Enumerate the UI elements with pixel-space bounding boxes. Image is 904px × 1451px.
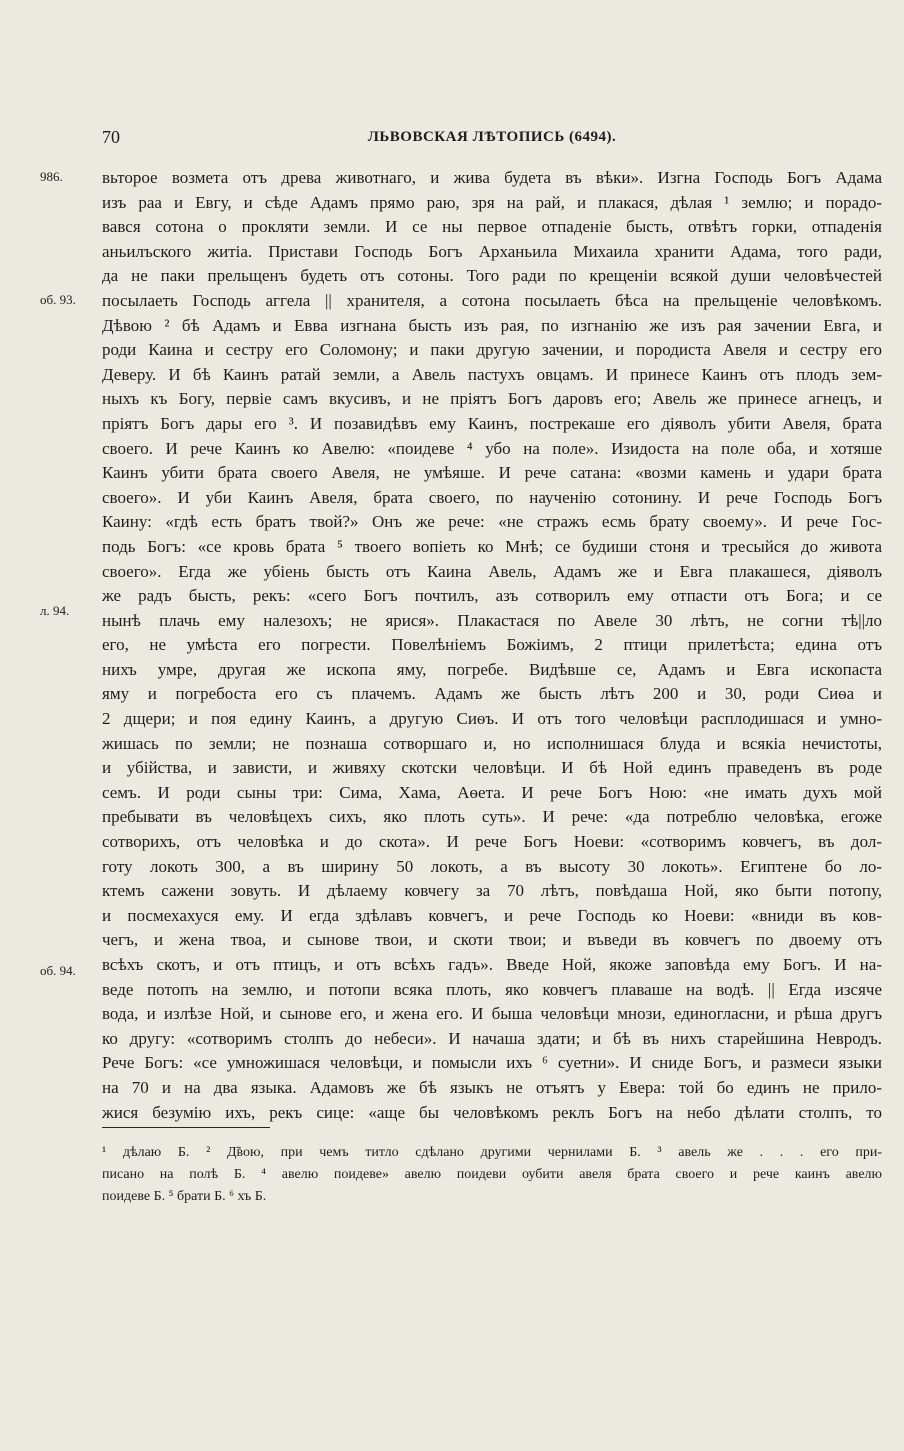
text-line: да не паки прельщенъ будеть отъ сотоны. Того ради по крещеніи всякой души человѣчестей <box>102 266 882 286</box>
text-line: яму и погребоста его съ плачемъ. Адамъ же бысть лѣтъ 200 и 30, роди Сиѳа и <box>102 684 882 704</box>
text-line: пребывати въ человѣцехъ сихъ, яко плоть суть». И рече: «да потреблю человѣка, егоже <box>102 807 882 827</box>
text-line: готу локоть 300, а въ ширину 50 локоть, а въ высоту 30 локоть». Египтене бо ло- <box>102 856 882 876</box>
footnote-line: поидеве Б. ⁵ брати Б. ⁶ хъ Б. <box>102 1189 267 1204</box>
margin-note-folio: об. 94. <box>40 963 76 978</box>
text-line: вьторое возмета отъ древа животнаго, и жива будета въ вѣки». Изгна Господь Богъ Адама <box>102 168 882 187</box>
text-line: Рече Богъ: «се умножишася человѣци, и помысли ихъ ⁶ суетни». И сниде Богъ, и размеси языки <box>102 1053 882 1073</box>
text-line: подь Богъ: «се кровь брата ⁵ твоего вопіеть ко Мнѣ; се будиши стоня и тресыйся до живота <box>102 536 882 556</box>
text-line: всѣхъ скотъ, и отъ птицъ, и отъ всѣхъ гадъ». Введе Ной, якоже заповѣда ему Богъ. И на- <box>102 955 882 974</box>
text-line: ко другу: «сотворимъ столпъ до небеси». И начаша здати; и бѣ въ нихъ старейшина Невродъ. <box>102 1028 882 1048</box>
margin-note-folio: об. 93. <box>40 292 76 307</box>
text-line: Дѣвою ² бѣ Адамъ и Евва изгнана бысть изъ рая, по изгнанію же изъ рая зачении Евга, и <box>102 315 882 335</box>
text-line: чегъ, и жена твоа, и сынове твои, и скоти твои; и въведи въ ковчегъ по двоему отъ <box>102 930 882 950</box>
text-line: роди Каина и сестру его Соломону; и паки другую зачении, и породиста Авеля и сестру его <box>102 340 882 360</box>
text-line: посылаеть Господь аггела || хранителя, а сотона посылаеть бѣса на прельщеніе человѣкомъ. <box>102 290 882 310</box>
footnote-line: писано на полѣ Б. ⁴ авелю поидеве» авелю поидеви оубити авеля брата своего и рече каинъ авелю <box>102 1167 882 1182</box>
text-line: нынѣ плачь ему налезохъ; не ярися». Плакастася по Авеле 30 лѣтъ, не согни тѣ||ло <box>102 610 882 630</box>
text-line: вода, и излѣзе Ной, и сынове его, и жена его. И быша человѣци мнози, единогласни, и рѣша другъ <box>102 1004 882 1024</box>
footnote-divider <box>102 1127 270 1128</box>
footnotes <box>102 1142 882 1208</box>
text-line: ныхъ къ Богу, первіе самъ вкусивъ, и не пріятъ Богъ даровъ его; Авель же принесе агнецъ, и <box>102 389 882 409</box>
text-line: жишась по земли; не познаша сотворшаго и, но исполнишася блуда и всякіа нечистоты, <box>102 733 882 753</box>
text-line: 2 дщери; и поя едину Каинъ, а другую Сиѳъ. И отъ того человѣци расплодишася и умно- <box>102 709 882 729</box>
text-line: семъ. И роди сыны три: Сима, Хама, Аѳета. И рече Богъ Ною: «не имать духъ мой <box>102 782 882 802</box>
text-line: сотворихъ, отъ человѣка и до скота». И рече Богъ Ноеви: «сотворимъ ковчегъ, въ дол- <box>102 832 882 852</box>
text-line: нихъ умре, другая же ископа яму, погребе. Видѣвше се, Адамъ и Евга ископаста <box>102 659 882 679</box>
text-line: своего. И рече Каинъ ко Авелю: «поидеве ⁴ убо на поле». Изидоста на поле оба, и хотяше <box>102 438 882 458</box>
text-line: его, не умѣста его погрести. Повелѣніемъ Божіимъ, 2 птици прилетѣста; едина отъ <box>102 635 882 655</box>
chronicle-text <box>102 166 882 1125</box>
text-line: своего». Егда же убіень бысть отъ Каина Авель, Адамъ же и Евга плакашеся, діяволъ <box>102 561 882 581</box>
text-line: веде потопъ на землю, и потопи всяка плоть, яко ковчегъ плаваше на водѣ. || Егда изсяче <box>102 979 882 999</box>
text-line: ктемъ сажени зовуть. И дѣлаему ковчегу за 70 лѣтъ, повѣдаша Ной, яко быти потопу, <box>102 881 882 901</box>
text-line: Каину: «гдѣ есть братъ твой?» Онъ же рече: «не стражъ есмь брату своему». И рече Гос- <box>102 512 882 532</box>
text-line: вався сотона о прокляти земли. И се ны первое отпаденіе бысть, отвѣтъ горки, отпаденія <box>102 217 882 237</box>
running-title: ЛЬВОВСКАЯ ЛѢТОПИСЬ (6494). <box>367 129 617 145</box>
margin-note-year: 986. <box>40 169 63 184</box>
text-line: пріятъ Богъ дары его ³. И позавидѣвъ ему Каинъ, пострекаше его діяволъ убити Авеля, брата <box>102 413 882 433</box>
margin-note-folio: л. 94. <box>40 603 70 618</box>
page-number: 70 <box>102 127 120 147</box>
text-line: и посмехахуся ему. И егда здѣлавъ ковчегъ, и рече Господь ко Ноеви: «вниди въ ков- <box>102 905 882 925</box>
page-header <box>102 127 882 151</box>
text-line: на 70 и на два языка. Адамовъ же бѣ языкъ не отъятъ у Евера: той бо единъ не прило- <box>102 1077 882 1097</box>
text-line: своего». И уби Каинъ Авеля, брата своего, по наученію сотонину. И рече Господь Богъ <box>102 487 882 507</box>
text-line: аньилъского житіа. Пристави Господь Богъ Арханьила Михаила хранити Адама, того ради, <box>102 241 882 261</box>
footnote-line: ¹ дѣлаю Б. ² Д̃вою, при чемъ титло сдѣлано другими чернилами Б. ³ авель же . . . его при- <box>102 1145 882 1160</box>
text-line: Каинъ убити брата своего Авеля, не умѣяше. И рече сатана: «возми камень и удари брата <box>102 463 882 483</box>
text-line: жися безумію ихъ, рекъ сице: «аще бы человѣкомъ реклъ Богъ на небо дѣлати столпъ, то <box>102 1102 882 1122</box>
text-line: изъ раа и Евгу, и сѣде Адамъ прямо раю, зря на рай, и плакася, дѣлая ¹ землю; и порадо- <box>102 192 882 212</box>
text-line: же радъ бысть, рекъ: «сего Богъ почтилъ, азъ сотворилъ ему отпасти отъ Бога; и се <box>102 586 882 606</box>
text-line: и убійства, и зависти, и живяху скотски человѣци. И бѣ Ной единъ праведенъ въ роде <box>102 758 882 778</box>
text-line: Деверу. И бѣ Каинъ ратай земли, а Авель пастухъ овцамъ. И принесе Каинъ отъ плодъ зем- <box>102 364 882 384</box>
